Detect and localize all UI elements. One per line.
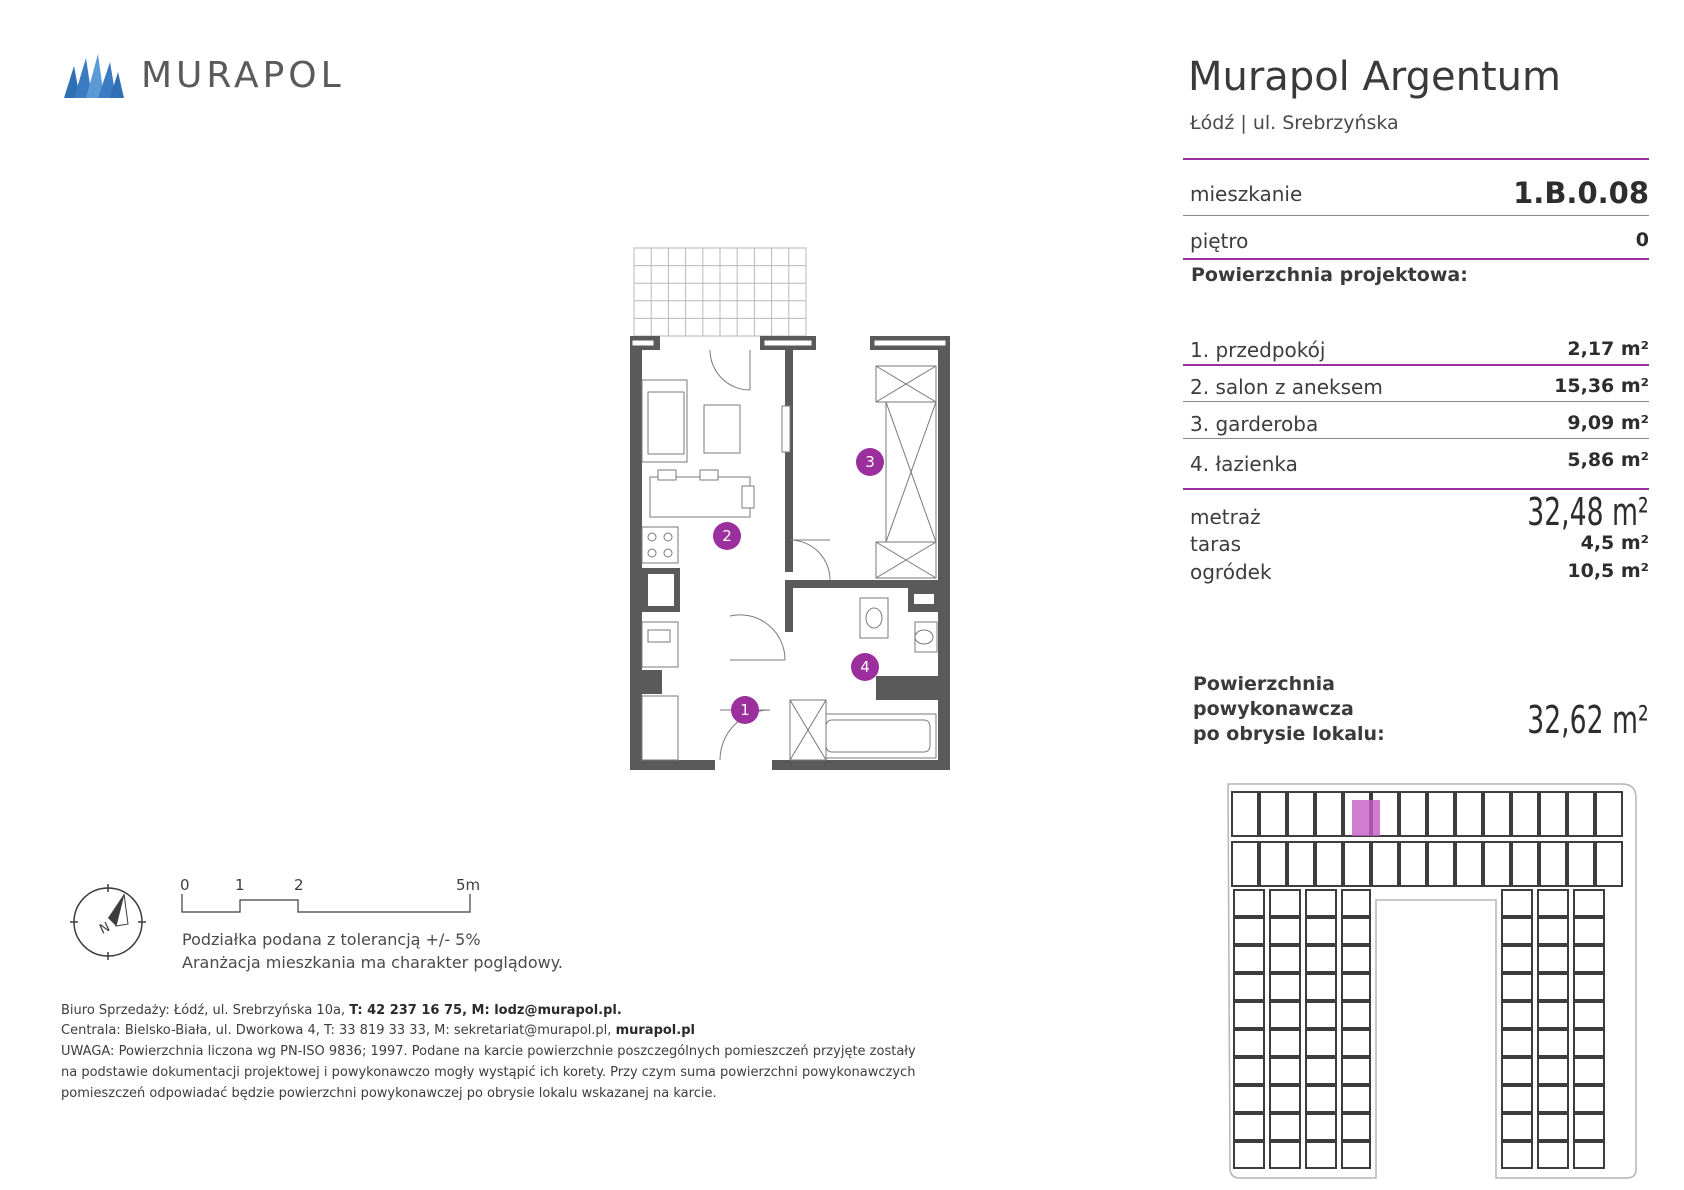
footer-note: pomieszczeń odpowiadać będzie powierzchni powykonawczej po obrysie lokalu wskazanej na karcie. (61, 1086, 717, 1101)
room-name: 1. przedpokój (1190, 338, 1326, 362)
footer-note: UWAGA: Powierzchnia liczona wg PN-ISO 9836; 1997. Podane na karcie powierzchnie poszczególnych pomieszczeń przyjęte zostały (61, 1044, 916, 1059)
divider (1183, 215, 1649, 216)
room-name: 4. łazienka (1190, 452, 1298, 476)
scale-tick-label: 0 (180, 876, 190, 894)
terrace-value: 4,5 m² (1580, 532, 1649, 554)
room-area: 9,09 m² (1567, 412, 1649, 434)
post-construction-label-line: powykonawcza (1193, 698, 1354, 720)
design-area-heading: Powierzchnia projektowa: (1191, 264, 1468, 286)
apartment-number: 1.B.0.08 (1513, 176, 1649, 210)
arrangement-note: Aranżacja mieszkania ma charakter poglądowy. (182, 953, 563, 972)
compass-north-letter: N (97, 919, 113, 938)
floor-value: 0 (1635, 229, 1649, 251)
compass-north-icon (68, 882, 148, 962)
scale-tick-label: 1 (235, 876, 245, 894)
room-area: 5,86 m² (1567, 449, 1649, 471)
headquarters-line (61, 1022, 695, 1039)
divider (1183, 158, 1649, 160)
terrace-grid (634, 248, 806, 336)
website-link[interactable]: murapol.pl (615, 1023, 695, 1038)
room-badge-4: 4 (860, 658, 870, 676)
selected-apartment-highlight (1352, 800, 1380, 836)
post-construction-label-line: Powierzchnia (1193, 673, 1336, 695)
room-badge-1: 1 (740, 701, 750, 719)
scale-tick-label: 5m (456, 876, 481, 894)
sales-office-contact: T: 42 237 16 75, M: lodz@murapol.pl. (349, 1003, 622, 1018)
garden-label: ogródek (1190, 560, 1272, 584)
footer-note: na podstawie dokumentacji projektowej i powykonawczo mogły wystąpić ich korety. Przy czym suma powierzchni powykonawczych (61, 1065, 916, 1080)
headquarters-address: Centrala: Bielsko-Biała, ul. Dworkowa 4, T: 33 819 33 33, M: sekretariat@murapol.pl, (61, 1023, 616, 1038)
sales-office-address: Biuro Sprzedaży: Łódź, ul. Srebrzyńska 10a, (61, 1003, 350, 1018)
divider (1183, 258, 1649, 260)
room-badge-2: 2 (722, 527, 732, 545)
apartment-label: mieszkanie (1190, 182, 1303, 206)
post-construction-label-line: po obrysie lokalu: (1193, 723, 1385, 745)
post-construction-area-value: 32,62 m² (1527, 698, 1649, 742)
project-address: Łódź | ul. Srebrzyńska (1190, 112, 1399, 134)
room-name: 3. garderoba (1190, 412, 1319, 436)
total-area-value: 32,48 m² (1527, 490, 1649, 534)
scale-bar (180, 888, 480, 918)
garden-value: 10,5 m² (1567, 560, 1649, 582)
total-area-label: metraż (1190, 505, 1261, 529)
room-area: 2,17 m² (1567, 338, 1649, 360)
room-area: 15,36 m² (1554, 375, 1649, 397)
terrace-label: taras (1190, 532, 1241, 556)
sales-office-line (61, 1002, 622, 1019)
divider (1183, 438, 1649, 439)
scale-tolerance-note: Podziałka podana z tolerancją +/- 5% (182, 930, 481, 949)
floor-label: piętro (1190, 229, 1249, 253)
divider (1183, 364, 1649, 366)
building-key-plan (1226, 770, 1646, 1180)
scale-tick-label: 2 (294, 876, 304, 894)
project-title: Murapol Argentum (1188, 54, 1561, 100)
apartment-floor-plan (630, 240, 950, 770)
murapol-logo-icon (64, 54, 124, 98)
divider (1183, 401, 1649, 402)
room-name: 2. salon z aneksem (1190, 375, 1383, 399)
brand-name: MURAPOL (141, 55, 345, 96)
room-badge-3: 3 (865, 453, 875, 471)
